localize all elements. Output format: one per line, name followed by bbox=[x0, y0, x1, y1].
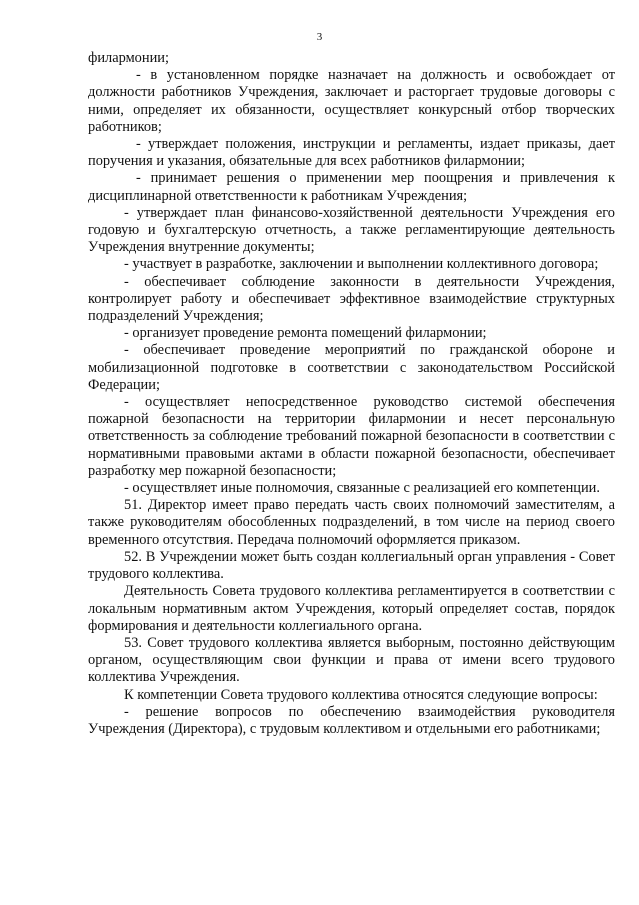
paragraph-appoint-staff: - в установленном порядке назначает на должность и освобождает от должности работников Учреждения, заключает и расторгает трудовые договоры с ними, определяет их обязанности, осуществляет конкурсный отбор творческих работников; bbox=[88, 67, 615, 135]
page-body bbox=[88, 50, 615, 738]
paragraph-fire-safety: - осуществляет непосредственное руководство системой обеспечения пожарной безопасности на территории филармонии и несет персональную ответственность за соблюдение требований пожарной безопасности в соответствии с нормативными правовыми актами в области пожарной безопасности, обеспечивает разработку мер пожарной безопасности; bbox=[88, 394, 615, 479]
paragraph-collective-agreement: - участвует в разработке, заключении и выполнении коллективного договора; bbox=[124, 256, 599, 273]
paragraph-51: 51. Директор имеет право передать часть своих полномочий заместителям, а также руководителям обособленных подразделений, в том числе на период своего временного отсутствия. Передача полномочий оформляется приказом. bbox=[88, 497, 615, 548]
paragraph-52: 52. В Учреждении может быть создан коллегиальный орган управления - Совет трудового коллектива. bbox=[88, 548, 615, 583]
paragraph-council-competence: К компетенции Совета трудового коллектива относятся следующие вопросы: bbox=[124, 686, 598, 703]
paragraph-council-activity: Деятельность Совета трудового коллектива регламентируется в соответствии с локальным нормативным актом Учреждения, который определяет состав, порядок формирования и деятельности коллегиального органа. bbox=[88, 583, 615, 634]
paragraph-repairs: - организует проведение ремонта помещений филармонии; bbox=[124, 325, 487, 342]
paragraph-interaction: - решение вопросов по обеспечению взаимодействия руководителя Учреждения (Директора), с трудовым коллективом и отдельными его работниками; bbox=[88, 703, 615, 737]
paragraph-approve-regulations: - утверждает положения, инструкции и регламенты, издает приказы, дает поручения и указания, обязательные для всех работников филармонии; bbox=[88, 136, 615, 170]
paragraph-continuation: филармонии; bbox=[88, 50, 169, 66]
paragraph-53: 53. Совет трудового коллектива является выборным, постоянно действующим органом, осуществляющим свои функции и права от имени всего трудового коллектива Учреждения. bbox=[88, 634, 615, 686]
paragraph-incentives: - принимает решения о применении мер поощрения и привлечения к дисциплинарной ответственности к работникам Учреждения; bbox=[88, 170, 615, 204]
page-number: 3 bbox=[316, 31, 323, 43]
paragraph-civil-defense: - обеспечивает проведение мероприятий по гражданской обороне и мобилизационной подготовке в соответствии с законодательством Российской Федерации; bbox=[88, 342, 615, 393]
paragraph-legality: - обеспечивает соблюдение законности в деятельности Учреждения, контролирует работу и обеспечивает эффективное взаимодействие структурных подразделений Учреждения; bbox=[88, 273, 615, 325]
paragraph-financial-plan: - утверждает план финансово-хозяйственной деятельности Учреждения его годовую и бухгалтерскую отчетность, а также регламентирующие деятельность Учреждения внутренние документы; bbox=[88, 204, 615, 256]
paragraph-other-powers: - осуществляет иные полномочия, связанные с реализацией его компетенции. bbox=[124, 480, 600, 497]
